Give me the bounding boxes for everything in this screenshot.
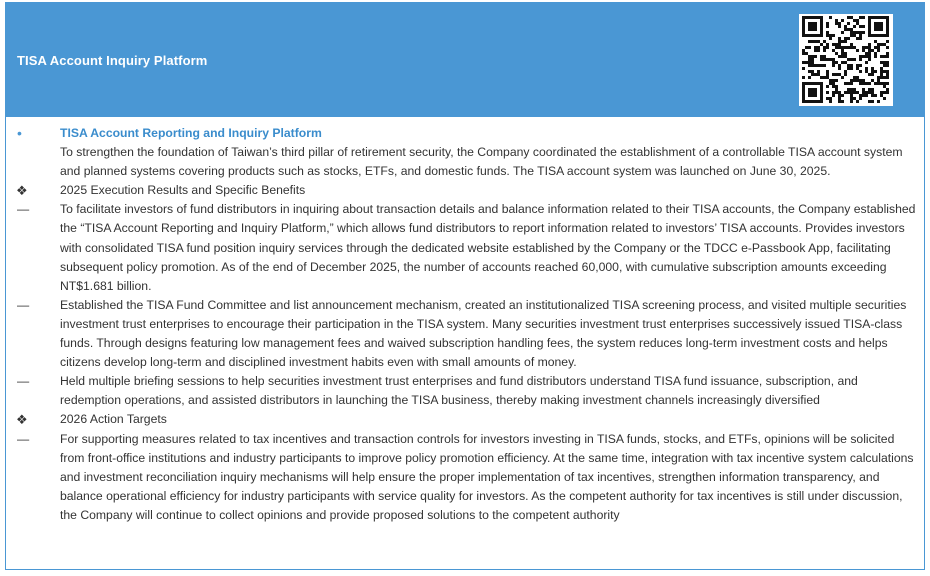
paragraph-text: To facilitate investors of fund distributors in inquiring about transaction details and balance information related to their TISA accounts, the Company established the “TISA Account Reporting and Inquiry Platform,” which allows fund distributors to report information related to investors’ TISA accounts. Provides investors with consolidated TISA fund position inquiry services through the dedicated website established by the Company or the TDCC e-Passbook App, facilitating subsequent policy promotion. As of the end of December 2025, the number of accounts reached 60,000, with cumulative subscription amounts exceeding NT$1.681 billion. xyxy=(60,202,916,293)
subsection-title: 2026 Action Targets xyxy=(60,412,167,427)
dash-marker: — xyxy=(17,297,30,312)
header-banner xyxy=(6,3,924,117)
list-item xyxy=(6,430,924,525)
list-item xyxy=(6,296,924,372)
bullet-marker: • xyxy=(17,125,22,141)
document-panel xyxy=(5,2,925,570)
qr-code-graphic xyxy=(799,14,893,106)
list-item xyxy=(6,410,924,429)
dash-marker: — xyxy=(17,431,30,446)
paragraph-text: Established the TISA Fund Committee and list announcement mechanism, created an institutionalized TISA screening process, and visited multiple securities investment trust enterprises to encourage their participation in the TISA system. Many securities investment trust enterprises successively issued TISA-class funds. Through designs featuring low management fees and waived subscription handling fees, the system reduces long-term investment costs and helps citizens develop long-term and disciplined investment habits even with small amounts of money. xyxy=(60,297,907,370)
content-list xyxy=(6,124,924,525)
diamond-marker: ❖ xyxy=(16,183,28,199)
list-item xyxy=(6,143,924,181)
paragraph-text: For supporting measures related to tax incentives and transaction controls for investors investing in TISA funds, stocks, and ETFs, opinions will be solicited from front-office institutions and industry participants to improve policy promotion efficiency. At the same time, integration with tax incentive system calculations and investment reconciliation inquiry mechanisms will help ensure the proper implementation of tax incentives, strengthen information transparency, and balance operational efficiency for industry participants with service quality for investors. As the competent authority for tax incentives is still under discussion, the Company will continue to collect opinions and provide proposed solutions to the competent authority xyxy=(60,431,914,522)
paragraph-text: Held multiple briefing sessions to help securities investment trust enterprises and fund distributors understand TISA fund issuance, subscription, and redemption operations, and assisted distributors in launching the TISA business, thereby making investment channels increasingly diversified xyxy=(60,374,858,408)
list-item xyxy=(6,181,924,200)
section-heading: TISA Account Reporting and Inquiry Platform xyxy=(60,126,322,140)
page-title: TISA Account Inquiry Platform xyxy=(17,53,208,68)
list-item xyxy=(6,372,924,410)
dash-marker: — xyxy=(17,202,30,217)
subsection-title: 2025 Execution Results and Specific Benefits xyxy=(60,183,306,198)
paragraph-text: To strengthen the foundation of Taiwan’s third pillar of retirement security, the Company coordinated the establishment of a controllable TISA account system and planned systems covering products such as stocks, ETFs, and domestic funds. The TISA account system was launched on June 30, 2025. xyxy=(60,145,903,179)
list-item xyxy=(6,200,924,295)
diamond-marker: ❖ xyxy=(16,412,28,428)
list-item xyxy=(6,124,924,143)
dash-marker: — xyxy=(17,374,30,389)
qr-code-icon[interactable] xyxy=(799,14,893,106)
